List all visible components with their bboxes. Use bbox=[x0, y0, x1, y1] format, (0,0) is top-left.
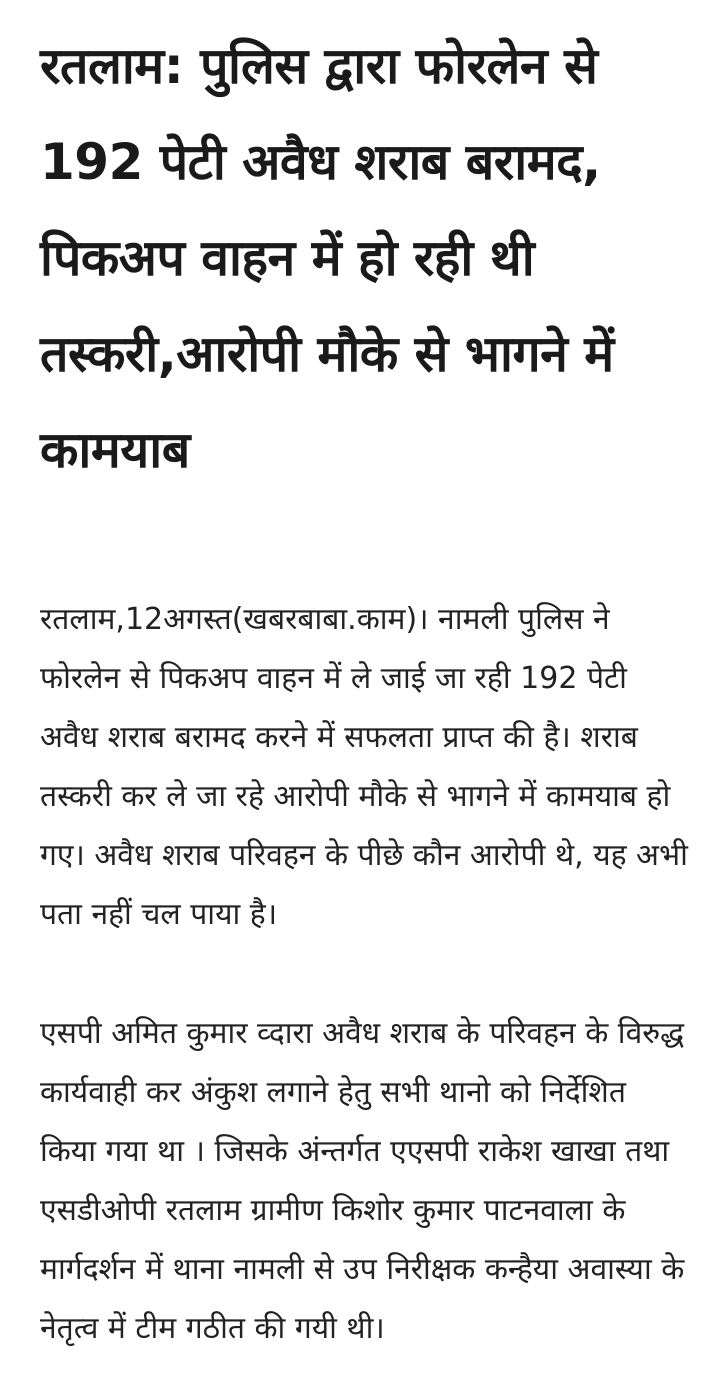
news-article bbox=[40, 18, 690, 1358]
article-paragraph-1: रतलाम,12अगस्त(खबरबाबा.काम)। नामली पुलिस ने फोरलेन से पिकअप वाहन में ले जाई जा रही 192 पेटी अवैध शराब बरामद करने में सफलता प्राप्त की है। शराब तस्करी कर ले जा रहे आरोपी मौके से भागने में कामयाब हो गए। अवैध शराब परिवहन के पीछे कौन आरोपी थे, यह अभी पता नहीं चल पाया है। bbox=[40, 602, 688, 932]
article-paragraph-2: एसपी अमित कुमार व्दारा अवैध शराब के परिवहन के विरुद्ध कार्यवाही कर अंकुश लगाने हेतु सभी थानो को निर्देशित किया गया था । जिसके अंन्तर्गत एएसपी राकेश खाखा तथा एसडीओपी रतलाम ग्रामीण किशोर कुमार पाटनवाला के मार्गदर्शन में थाना नामली से उप निरीक्षक कन्हैया अवास्या के नेतृत्व में टीम गठीत की गयी थी। bbox=[40, 1016, 685, 1346]
article-headline: रतलाम: पुलिस द्वारा फोरलेन से 192 पेटी अवैध शराब बरामद, पिकअप वाहन में हो रही थी तस्करी,आरोपी मौके से भागने में कामयाब bbox=[40, 37, 614, 479]
